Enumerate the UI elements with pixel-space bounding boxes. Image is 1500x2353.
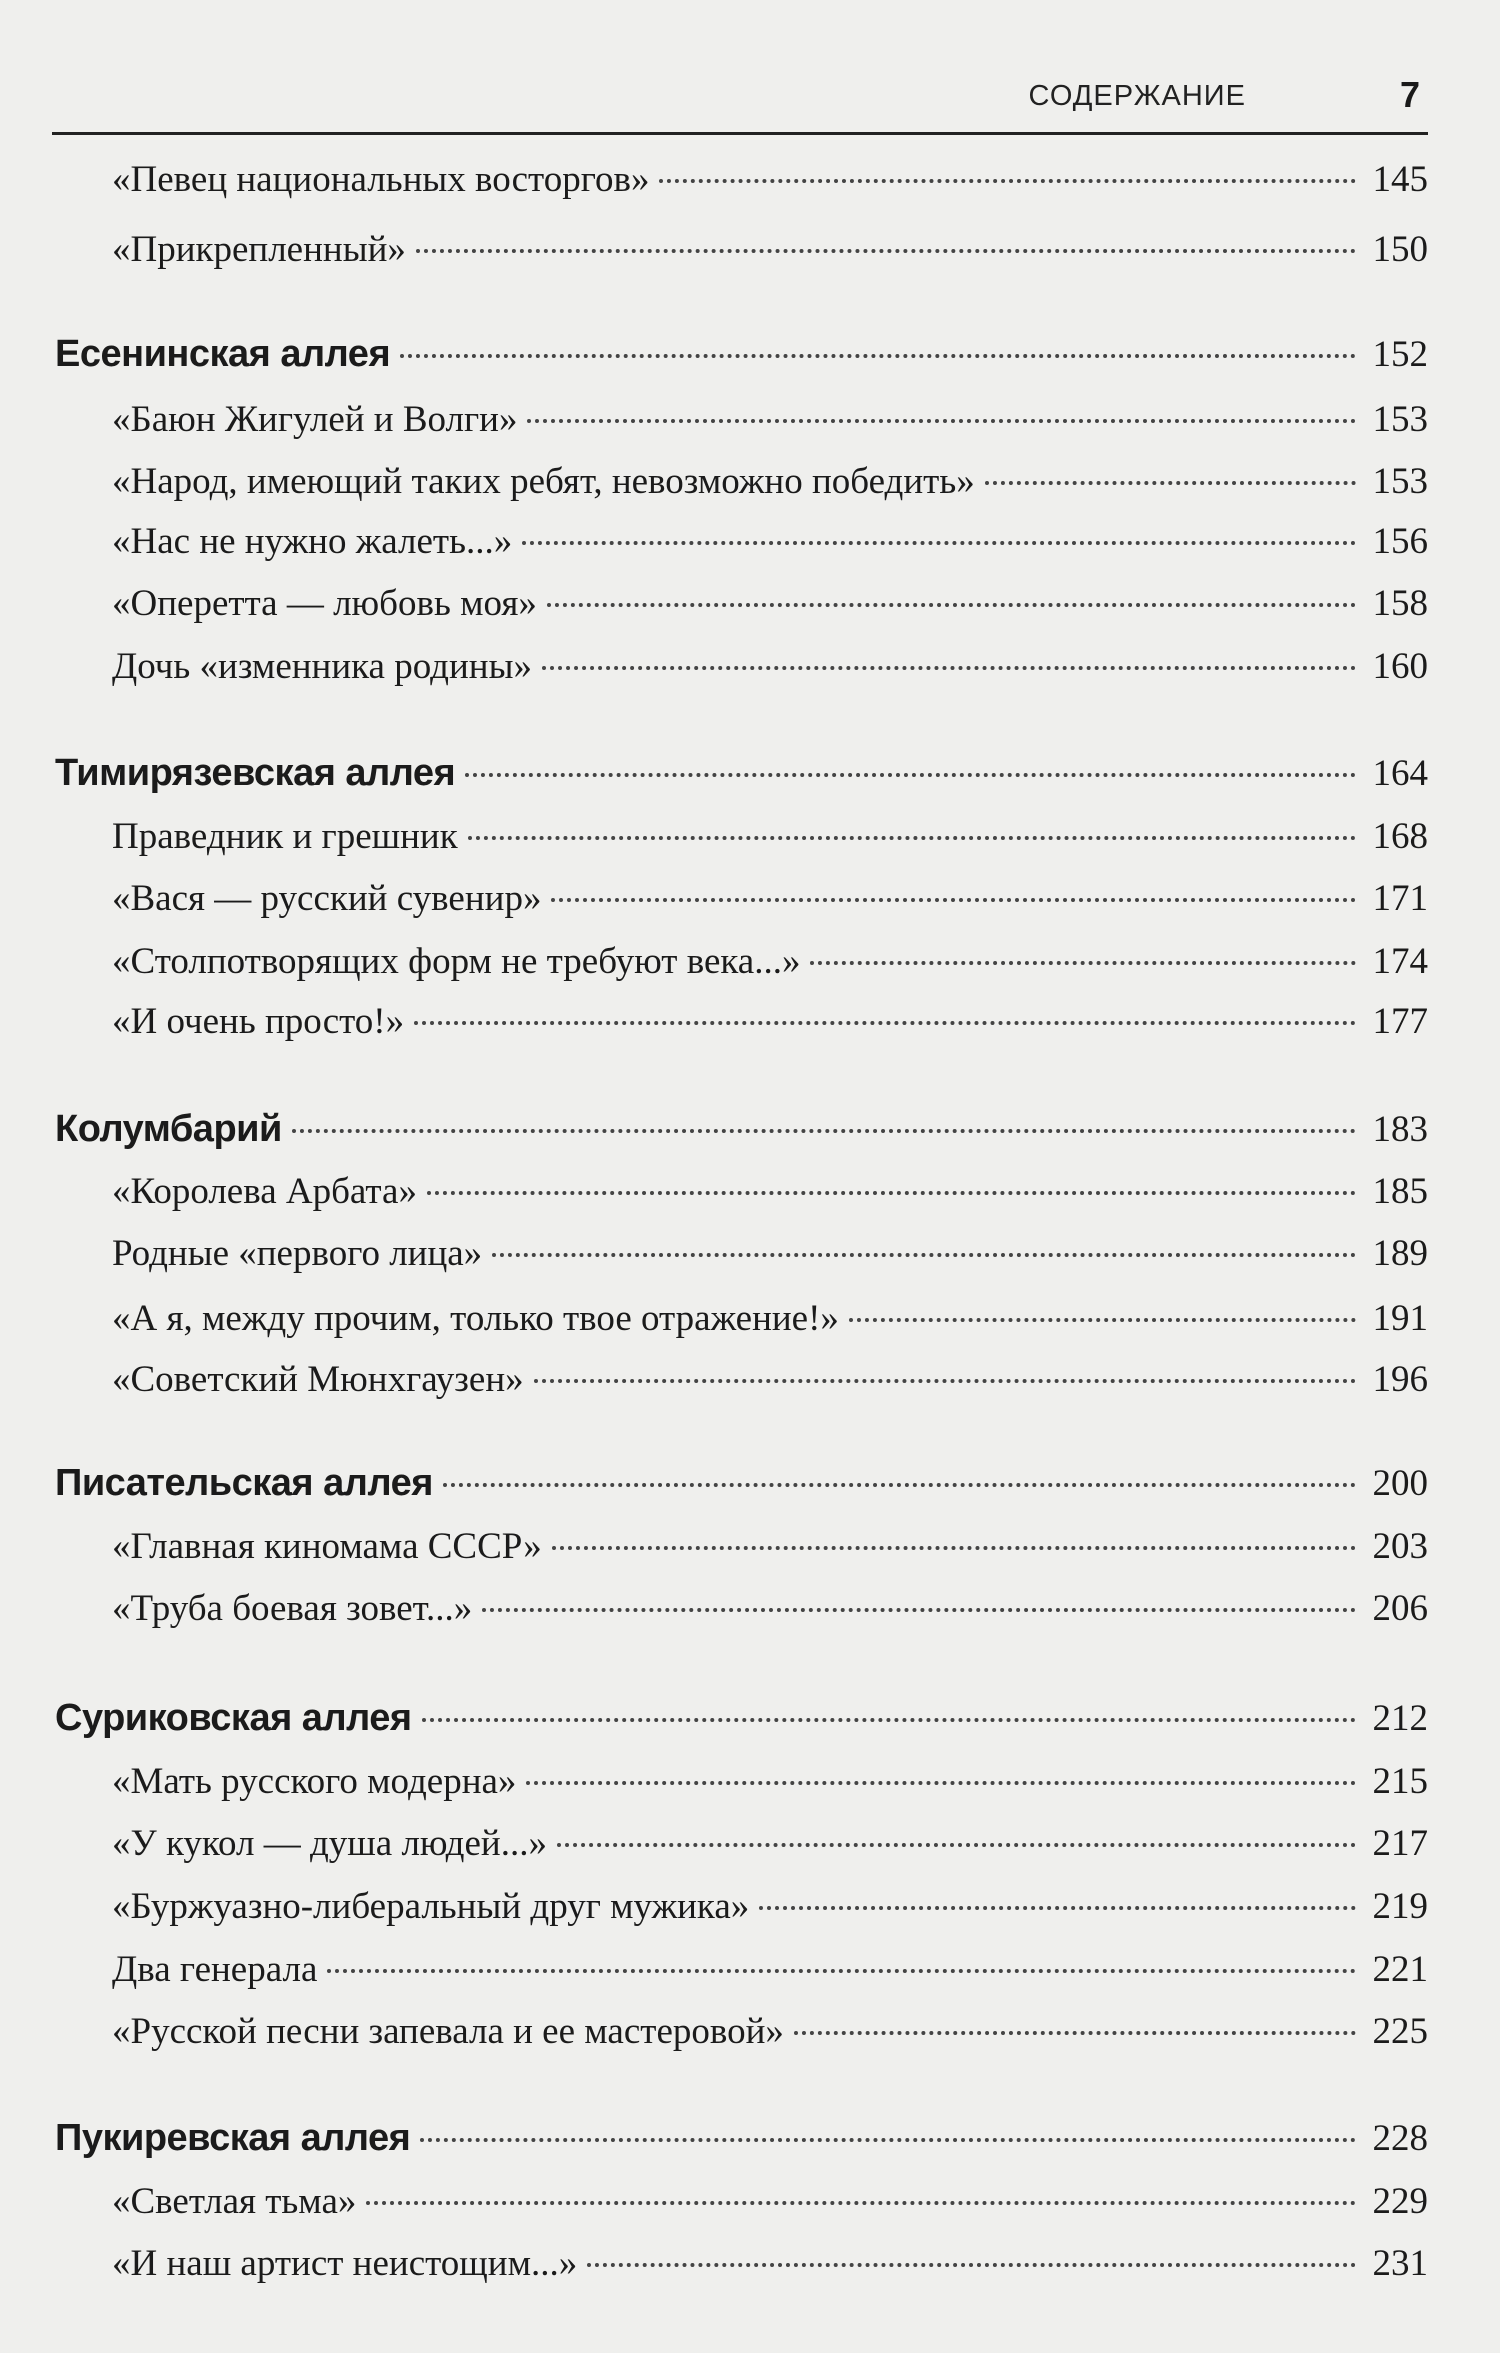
toc-entry-page: 196 <box>1372 1359 1428 1400</box>
toc-entry-title: «Главная киномама СССР» <box>112 1526 542 1567</box>
toc-entry <box>0 158 1428 208</box>
toc-entry-page: 225 <box>1372 2011 1428 2052</box>
dot-leader <box>468 836 1356 840</box>
toc-entry <box>0 940 1428 990</box>
toc-entry-title: «Труба боевая зовет...» <box>112 1588 473 1629</box>
toc-entry-page: 153 <box>1372 399 1428 440</box>
toc-entry-title: Пукиревская аллея <box>55 2117 411 2159</box>
toc-entry-title: «Оперетта — любовь моя» <box>112 583 537 624</box>
dot-leader <box>465 773 1356 777</box>
toc-entry-title: «Баюн Жигулей и Волги» <box>112 399 518 440</box>
toc-entry <box>0 1170 1428 1220</box>
toc-section-entry <box>0 333 1428 383</box>
toc-entry-page: 189 <box>1372 1233 1428 1274</box>
dot-leader <box>422 1718 1356 1722</box>
toc-section-entry <box>0 752 1428 802</box>
toc-entry-page: 164 <box>1372 753 1428 794</box>
toc-entry-page: 203 <box>1372 1526 1428 1567</box>
toc-entry-page: 171 <box>1372 878 1428 919</box>
toc-entry-title: «Певец национальных восторгов» <box>112 159 650 200</box>
toc-entry <box>0 2180 1428 2230</box>
toc-entry <box>0 1232 1428 1282</box>
toc-section-entry <box>0 1462 1428 1512</box>
toc-entry <box>0 2242 1428 2292</box>
toc-entry-title: «И очень просто!» <box>112 1001 405 1042</box>
toc-entry-title: «Прикрепленный» <box>112 229 406 270</box>
dot-leader <box>849 1318 1356 1322</box>
toc-entry-page: 150 <box>1372 229 1428 270</box>
toc-entry <box>0 1760 1428 1810</box>
toc-entry-page: 191 <box>1372 1298 1428 1339</box>
dot-leader <box>551 898 1356 902</box>
dot-leader <box>542 666 1356 670</box>
dot-leader <box>527 419 1356 423</box>
dot-leader <box>985 481 1356 485</box>
dot-leader <box>366 2201 1356 2205</box>
toc-entry-title: «Мать русского модерна» <box>112 1761 517 1802</box>
toc-entry <box>0 1297 1428 1347</box>
toc-entry-page: 158 <box>1372 583 1428 624</box>
toc-entry-page: 221 <box>1372 1949 1428 1990</box>
toc-entry-title: Два генерала <box>112 1949 318 1990</box>
dot-leader <box>327 1969 1356 1973</box>
toc-entry-title: «Столпотворящих форм не требуют века...» <box>112 941 801 982</box>
toc-entry-title: «Народ, имеющий таких ребят, невозможно победить» <box>112 461 975 502</box>
dot-leader <box>557 1843 1356 1847</box>
toc-entry-page: 229 <box>1372 2181 1428 2222</box>
dot-leader <box>534 1379 1356 1383</box>
toc-entry <box>0 1587 1428 1637</box>
toc-section-entry <box>0 2117 1428 2167</box>
toc-entry-page: 217 <box>1372 1823 1428 1864</box>
toc-entry-title: «Королева Арбата» <box>112 1171 417 1212</box>
toc-entry <box>0 398 1428 448</box>
toc-section-entry <box>0 1697 1428 1747</box>
toc-entry-page: 219 <box>1372 1886 1428 1927</box>
toc-entry-title: «Советский Мюнхгаузен» <box>112 1359 524 1400</box>
toc-entry <box>0 1822 1428 1872</box>
dot-leader <box>414 1021 1356 1025</box>
toc-entry-title: Есенинская аллея <box>55 333 391 375</box>
toc-entry-title: «И наш артист неистощим...» <box>112 2243 578 2284</box>
toc-entry-title: Тимирязевская аллея <box>55 752 456 794</box>
toc-entry-title: Суриковская аллея <box>55 1697 412 1739</box>
toc-entry <box>0 460 1428 510</box>
toc-entry <box>0 1525 1428 1575</box>
toc-entry-title: Писательская аллея <box>55 1462 433 1504</box>
toc-entry-page: 183 <box>1372 1109 1428 1150</box>
toc-entry-page: 212 <box>1372 1698 1428 1739</box>
dot-leader <box>810 961 1356 965</box>
dot-leader <box>659 179 1356 183</box>
toc-entry-title: «А я, между прочим, только твое отражение!» <box>112 1298 839 1339</box>
toc-entry-page: 153 <box>1372 461 1428 502</box>
toc-entry-page: 168 <box>1372 816 1428 857</box>
toc-entry-page: 200 <box>1372 1463 1428 1504</box>
toc-entry-page: 152 <box>1372 334 1428 375</box>
dot-leader <box>443 1483 1356 1487</box>
dot-leader <box>587 2263 1356 2267</box>
toc-entry-page: 145 <box>1372 159 1428 200</box>
running-header-title: СОДЕРЖАНИЕ <box>1028 80 1246 112</box>
toc-entry-title: Колумбарий <box>55 1108 282 1150</box>
dot-leader <box>427 1191 1356 1195</box>
toc-entry-page: 215 <box>1372 1761 1428 1802</box>
toc-entry <box>0 1000 1428 1050</box>
toc-entry-title: «Светлая тьма» <box>112 2181 357 2222</box>
toc-entry <box>0 520 1428 570</box>
running-header <box>52 70 1428 135</box>
toc-entry-title: Праведник и грешник <box>112 816 458 857</box>
dot-leader <box>522 541 1356 545</box>
toc-entry-title: «Буржуазно-либеральный друг мужика» <box>112 1886 750 1927</box>
toc-entry-page: 174 <box>1372 941 1428 982</box>
toc-entry <box>0 1885 1428 1935</box>
toc-entry-page: 160 <box>1372 646 1428 687</box>
toc-entry-page: 228 <box>1372 2118 1428 2159</box>
toc-entry-page: 206 <box>1372 1588 1428 1629</box>
toc-entry-page: 177 <box>1372 1001 1428 1042</box>
dot-leader <box>482 1608 1356 1612</box>
toc-entry-page: 156 <box>1372 521 1428 562</box>
dot-leader <box>552 1546 1356 1550</box>
dot-leader <box>292 1129 1356 1133</box>
toc-entry <box>0 815 1428 865</box>
toc-entry-title: «У кукол — душа людей...» <box>112 1823 547 1864</box>
toc-section-entry <box>0 1108 1428 1158</box>
toc-entry <box>0 582 1428 632</box>
page-number: 7 <box>1399 74 1420 115</box>
toc-entry <box>0 2010 1428 2060</box>
dot-leader <box>416 249 1356 253</box>
toc-entry-title: «Русской песни запевала и ее мастеровой» <box>112 2011 784 2052</box>
toc-entry <box>0 228 1428 278</box>
toc-entry-page: 185 <box>1372 1171 1428 1212</box>
dot-leader <box>759 1906 1356 1910</box>
dot-leader <box>400 354 1356 358</box>
toc-entry <box>0 877 1428 927</box>
toc-entry <box>0 1948 1428 1998</box>
dot-leader <box>492 1253 1356 1257</box>
toc-entry <box>0 1358 1428 1408</box>
dot-leader <box>420 2138 1356 2142</box>
dot-leader <box>547 603 1356 607</box>
toc-entry-title: «Вася — русский сувенир» <box>112 878 542 919</box>
toc-entry <box>0 645 1428 695</box>
toc-entry-title: «Нас не нужно жалеть...» <box>112 521 513 562</box>
toc-entry-page: 231 <box>1372 2243 1428 2284</box>
dot-leader <box>794 2031 1356 2035</box>
toc-entry-title: Родные «первого лица» <box>112 1233 483 1274</box>
dot-leader <box>526 1781 1356 1785</box>
toc-entry-title: Дочь «изменника родины» <box>112 646 532 687</box>
